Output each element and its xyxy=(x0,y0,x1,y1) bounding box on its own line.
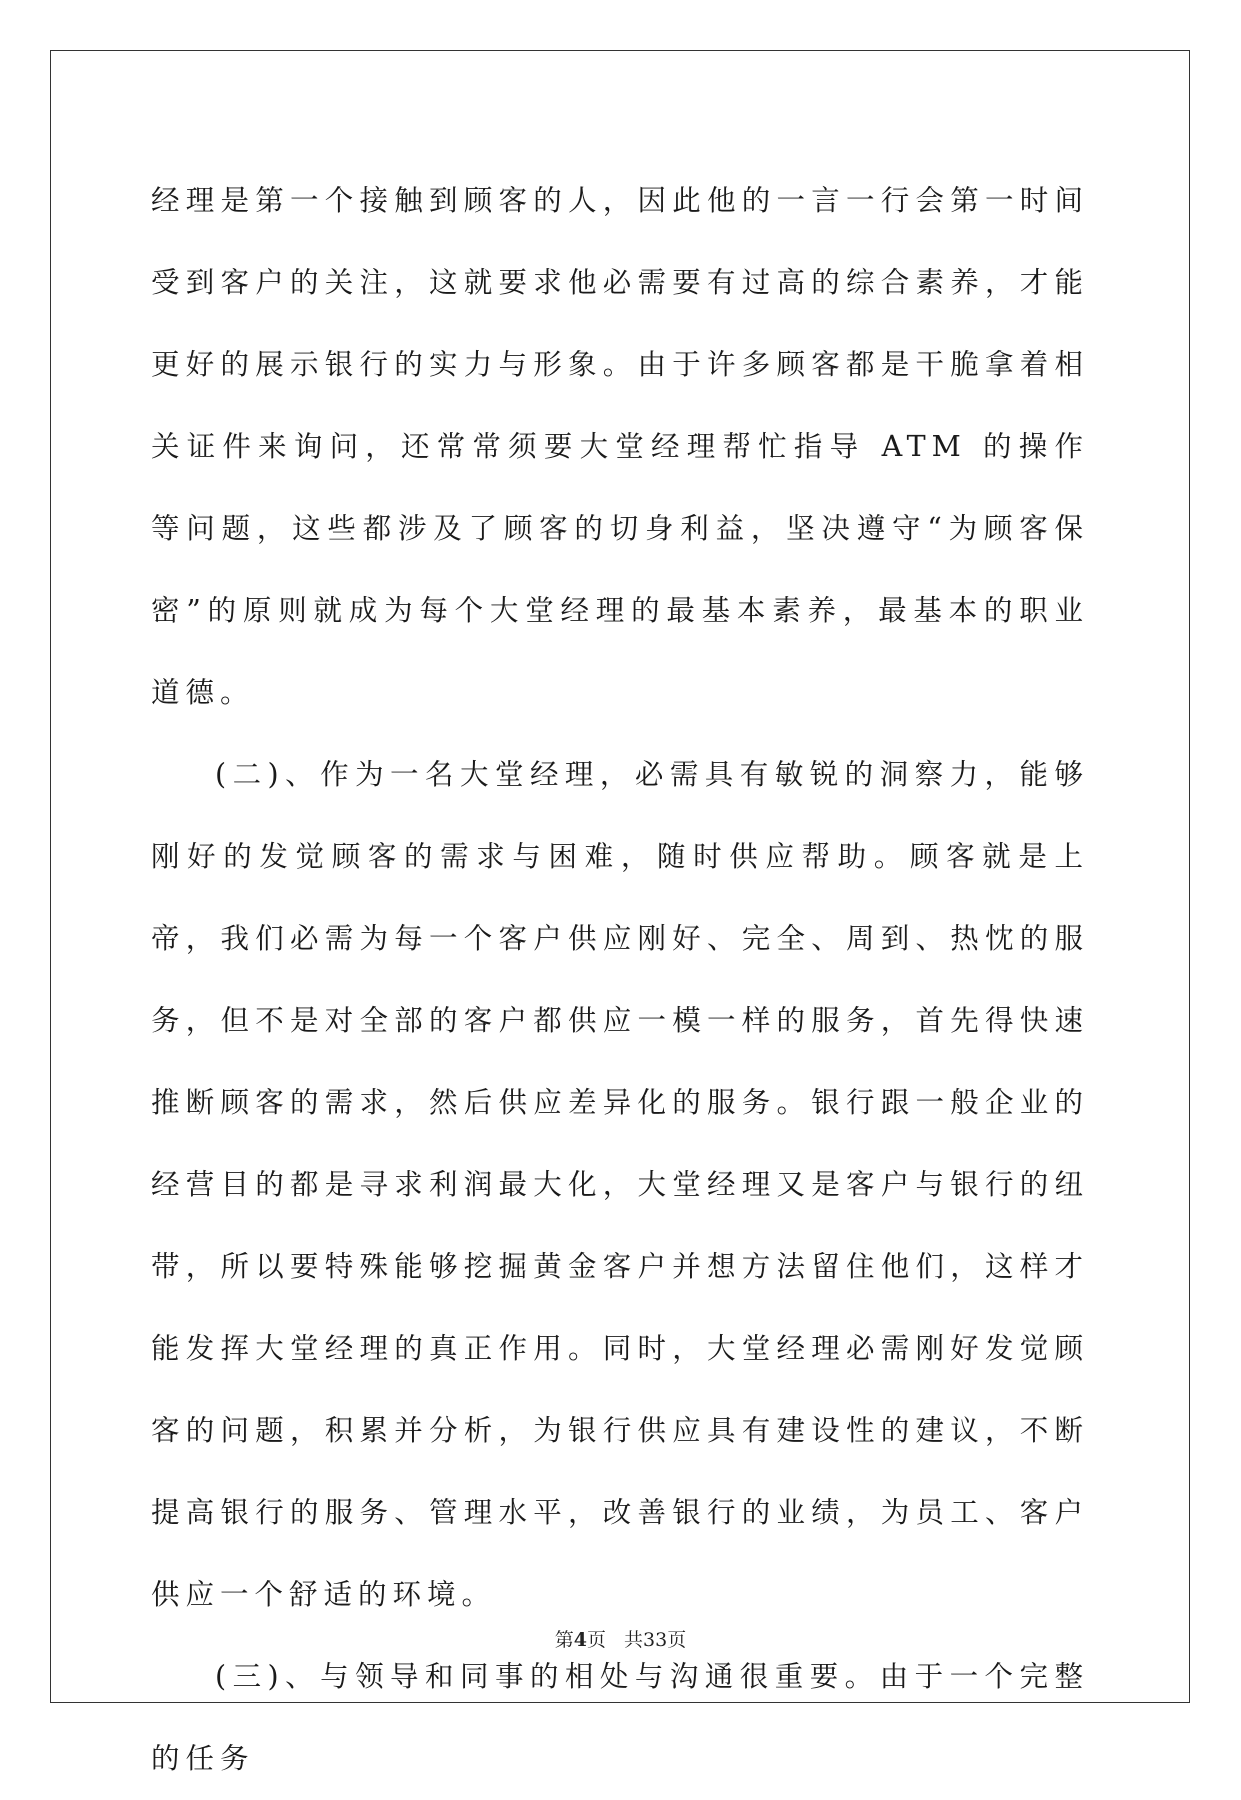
page-prefix: 第 xyxy=(554,1629,574,1651)
total-suffix: 页 xyxy=(667,1629,687,1651)
page-number: 4 xyxy=(573,1629,587,1651)
total-pages: 33 xyxy=(643,1629,668,1651)
page-suffix: 页 xyxy=(587,1629,607,1651)
document-body xyxy=(151,160,1089,1800)
total-prefix: 共 xyxy=(624,1629,644,1651)
paragraph-2: (二)、作为一名大堂经理，必需具有敏锐的洞察力，能够刚好的发觉顾客的需求与困难，随时供应帮助。顾客就是上帝，我们必需为每一个客户供应刚好、完全、周到、热忱的服务，但不是对全部的客户都供应一模一样的服务，首先得快速推断顾客的需求，然后供应差异化的服务。银行跟一般企业的经营目的都是寻求利润最大化，大堂经理又是客户与银行的纽带，所以要特殊能够挖掘黄金客户并想方法留住他们，这样才能发挥大堂经理的真正作用。同时，大堂经理必需刚好发觉顾客的问题，积累并分析，为银行供应具有建设性的建议，不断提高银行的服务、管理水平，改善银行的业绩，为员工、客户供应一个舒适的环境。 xyxy=(151,758,1089,1611)
paragraph-3: (三)、与领导和同事的相处与沟通很重要。由于一个完整的任务 xyxy=(151,1660,1089,1775)
paragraph-1: 经理是第一个接触到顾客的人，因此他的一言一行会第一时间受到客户的关注，这就要求他必需要有过高的综合素养，才能更好的展示银行的实力与形象。由于许多顾客都是干脆拿着相关证件来询问，还常常须要大堂经理帮忙指导 ATM 的操作等问题，这些都涉及了顾客的切身利益，坚决遵守“为顾客保密”的原则就成为每个大堂经理的最基本素养，最基本的职业道德。 xyxy=(151,184,1089,709)
page-footer xyxy=(0,1625,1241,1652)
